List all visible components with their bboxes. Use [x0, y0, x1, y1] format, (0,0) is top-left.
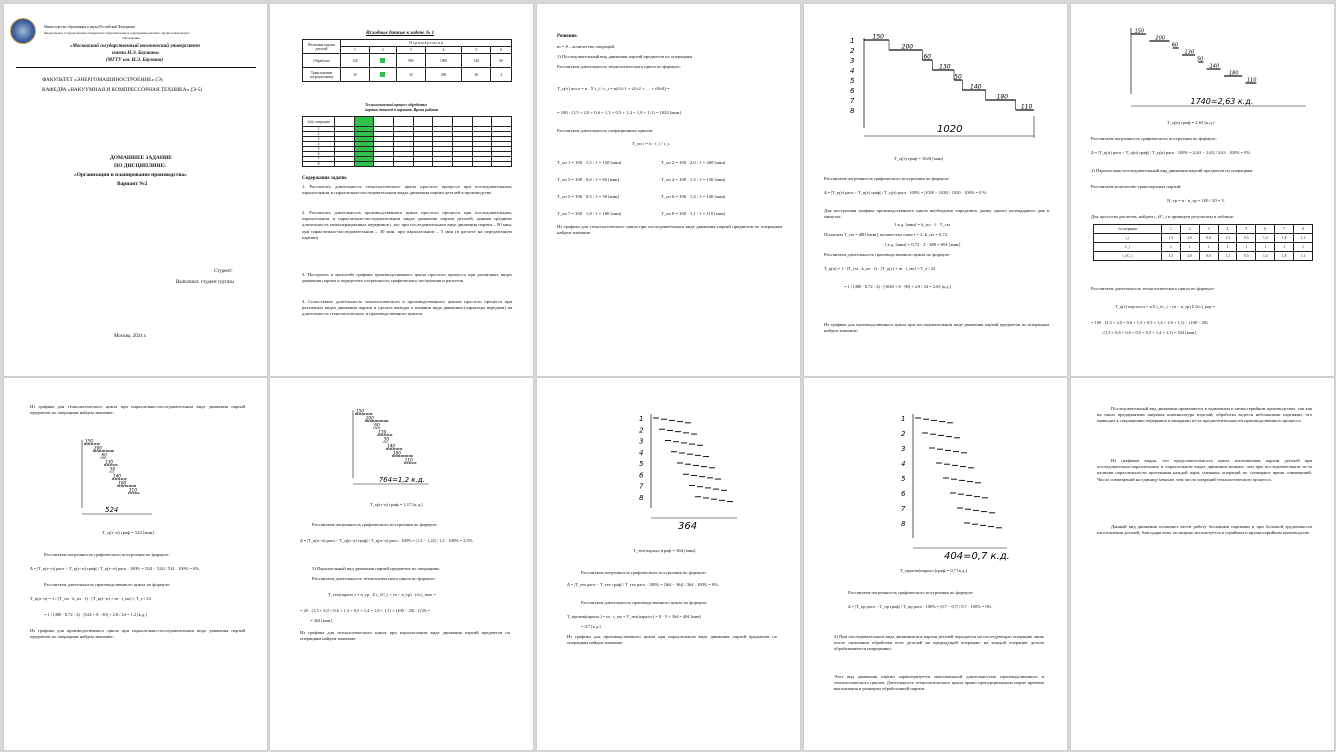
- table-cell: 5: [1237, 225, 1256, 234]
- dimension-label: 1740=2,63 к.д.: [1190, 97, 1254, 106]
- op-cycle-b3: T_оп 6 = 100 · 1,4 / 1 = 140 [мин]: [661, 194, 726, 199]
- op-cycle-a2: T_оп 3 = 100 · 0,6 / 1 = 60 [мин]: [557, 177, 620, 182]
- row-label: 2: [639, 426, 644, 435]
- prod-cycle-value: = 1 / (480 · 0,72 · 2) · [1020 + 8 · 90] + 2,8 / 24 = 2,63 [к.д.]: [844, 284, 952, 289]
- prod-graph-intro: Из графика для производственного цикла при параллельном виде движения партий предметов по операциям найдем значение:: [567, 634, 777, 646]
- row-label: 4: [901, 460, 906, 468]
- cell-highlight: [354, 162, 374, 167]
- conclusion-2: Этот вид движения партии характеризуется максимальной длительностью производственного и технологического циклов. Длительность технологического цикла прямо пропорциональна норме времени выполнения и размерам обработанной партии.: [834, 674, 1044, 692]
- op-label: 60: [374, 422, 380, 428]
- seq-result: T_ц(т) граф = 1020 [мин]: [894, 156, 944, 161]
- city-year: Москва, 2024 г.: [114, 334, 147, 339]
- page-10-conclusions[interactable]: [1071, 378, 1334, 750]
- prod-cycle-intro: Рассчитаем длительность производственного цикла по формуле:: [44, 582, 171, 587]
- cell: 30: [341, 68, 370, 82]
- table-cell: 1: [1180, 243, 1199, 252]
- table-cell: 4: [1218, 225, 1237, 234]
- graph-intro: Из графика для технологического цикла при параллельно-последовательном виде движения партий предметов по операциям найдем значение:: [30, 404, 245, 416]
- formula-seq-2: = 100 · (1,5 + 2,0 + 0,6 + 1,3 + 0,5 + 1,4 + 1,8 + 1,1) = 1020 [мин].: [557, 110, 682, 115]
- university-emblem-icon: [10, 18, 36, 44]
- op-num: 6: [491, 47, 512, 54]
- row-number: 2: [303, 132, 335, 137]
- dimension-label: 404=0,7 к.д.: [944, 551, 1010, 562]
- table-cell: № операции: [1094, 225, 1162, 234]
- tech-cycle-calc-2: · (1,5 + 0,6 + 0,6 + 0,5 + 0,5 + 1,4 + 1,1) = 524 [мин].: [1101, 330, 1197, 335]
- seq-prod-result: T_ц(п) граф = 2,63 [к.д.]: [1167, 120, 1215, 125]
- cell: [393, 162, 413, 167]
- faculty-text: ФАКУЛЬТЕТ «ЭНЕРГОМАШИНОСТРОЕНИЕ» (Э): [42, 77, 163, 83]
- table2-title-2: партии деталей и вариант. Время работы: [365, 108, 439, 112]
- doc-title-3: «Организация и планирование производства»: [74, 172, 187, 178]
- graph-intro: Из графика для технологического цикла при последовательном виде движения партий предметов по операциям найдем значение:: [557, 224, 782, 236]
- error-formula: Δ = |T_тех расч − T_тех граф| / T_тех расч · 100% = |364 − 364| / 364 · 100% = 0%.: [567, 582, 719, 587]
- cell: [452, 162, 472, 167]
- parallel-prod-result: T_произв(паралл.)граф = 0,7 [к.д.].: [900, 568, 969, 573]
- doc-variant: Вариант №2: [117, 181, 148, 187]
- header-cell: [393, 117, 413, 127]
- header-cell: [335, 117, 355, 127]
- table-cell: 1,8: [1275, 252, 1294, 261]
- op-num: 2: [369, 47, 396, 54]
- error-intro: Рассчитаем погрешность графического построения по формуле:: [1091, 136, 1217, 141]
- cell: [433, 162, 453, 167]
- op-label: 110: [1246, 77, 1257, 84]
- row-number: 3: [303, 137, 335, 142]
- cell: 40: [462, 68, 491, 82]
- cell: 120: [341, 54, 370, 68]
- row-label: 1: [639, 415, 644, 423]
- tech-cycle-calc-1: = 100 · (1,5 + 2,0 + 0,6 + 1,3 + 0,5 + 1,4 + 1,8 + 1,1) − (100 − 20) ·: [1091, 320, 1211, 325]
- task-item-4: 4. Сопоставить длительность технологического и производственного циклов простого процесса при различных видах движения партии и сделать выводы о влиянии вида движения (характера передачи) на длительность технологического и производственного циклов.: [302, 299, 512, 317]
- op-label: 150: [85, 438, 93, 444]
- table-cell: 1: [1237, 243, 1256, 252]
- cell: [492, 162, 512, 167]
- op-label: 180: [1228, 70, 1239, 77]
- task-heading: Содержание задачи.: [302, 176, 348, 181]
- page-2-initial-data[interactable]: [270, 4, 533, 376]
- cell-highlight: [369, 68, 396, 82]
- row-number: 7: [303, 157, 335, 162]
- op-label: 180: [118, 480, 127, 486]
- row-label: 3: [901, 445, 906, 453]
- solution-heading: Решение.: [557, 34, 578, 39]
- prod-cycle-formula: T_ц(п) = 1 / (T_см · k_пл · f) · [T_ц(т) + m · t_мо] + T_е / 24: [824, 266, 936, 271]
- table-cell: 0,6: [1199, 252, 1218, 261]
- table-cell: 1,5: [1161, 234, 1180, 243]
- cell: 4: [491, 68, 512, 82]
- op-cycle-a4: T_оп 7 = 100 · 1,8 / 1 = 180 [мин]: [557, 211, 622, 216]
- row-label: 8: [850, 107, 855, 115]
- op-label: 200: [93, 445, 102, 451]
- row-head: №№ операции: [303, 117, 335, 127]
- parallel-result: T_тех(паралл.)граф = 364 [мин].: [633, 548, 697, 553]
- op-label: 150: [1134, 28, 1145, 35]
- error-formula: Δ = |T_ц(т−п) расч − T_ц(т−п) граф| / T_ц(т−п) расч · 100% = |524 − 524| / 524 · 100% = 0%.: [30, 566, 200, 571]
- row-label: 6: [639, 471, 644, 480]
- header-cell: [413, 117, 433, 127]
- table-cell: 2: [1180, 225, 1199, 234]
- task-item-1: 1. Рассчитать длительность технологического цикла простого процесса при последовательном, параллельном и параллельно-последовательном видах движения партии деталей в производстве.: [302, 184, 512, 196]
- page-4-seq-graph[interactable]: [804, 4, 1067, 376]
- par-seq-result: T_ц(т−п) граф = 524 [мин].: [102, 530, 155, 535]
- row-label: 8: [639, 493, 644, 502]
- col-batch: Величина партии деталей: [303, 40, 341, 54]
- table-cell: 1,1: [1294, 234, 1313, 243]
- tech-cycle-intro: Рассчитаем длительность технологического цикла по формуле:: [1091, 286, 1215, 291]
- conclusion-5: Данный вид движения позволяет вести работу большими партиями и при большой трудоемкости изготовления деталей, благодаря чему он широко используется в серийном и крупносерийном производстве.: [1097, 524, 1312, 536]
- day-length-intro: Для построения графика производственного цикла необходимо определить длину одного календарного дня в минутах:: [824, 208, 1049, 220]
- error-formula: Δ = |T_пр расч − T_пр граф| / T_пр расч · 100% = |0,7 − 0,7| / 0,7 · 100% = 0%.: [848, 604, 993, 609]
- cell: [374, 162, 394, 167]
- par-seq-prod-chart: [345, 408, 475, 488]
- parallel-tech-chart: [637, 412, 747, 532]
- row-label: 1: [850, 37, 855, 45]
- row-label: 2: [850, 47, 855, 55]
- op-num: 4: [425, 47, 462, 54]
- cell: [413, 162, 433, 167]
- row-label: 8: [901, 520, 906, 528]
- row-number: 1: [303, 127, 335, 132]
- par-seq-prod-result: T_ц(п−п) граф = 1,17 [к.д.]: [370, 502, 423, 507]
- op-label: 130: [939, 63, 951, 71]
- row-label: Транспортная (передаточная): [303, 68, 341, 82]
- ministry-text: Министерство образования и науки Российской Федерации: [44, 25, 136, 29]
- parallel-prod-chart: [899, 412, 1029, 562]
- error-formula: Δ = |T_ц(п−п) расч − T_ц(п−п) граф| / T_ц(п−п) расч · 100% = |1,2 − 1,22| / 1,2 · 100% = 2,5%.: [300, 538, 474, 543]
- op-cycle-a3: T_оп 5 = 100 · 0,5 / 1 = 50 [мин]: [557, 194, 620, 199]
- error-formula: Δ = |T_ц(п) расч − T_ц(п) граф| / T_ц(п) расч · 100% = |2,63 − 2,63| / 2,63 · 100% = 0%.: [1091, 150, 1252, 155]
- department-text: КАФЕДРА «ВАКУУМНАЯ И КОМПРЕССОРНАЯ ТЕХНИКА» (Э-5): [42, 87, 203, 93]
- table-cell: 6: [1256, 225, 1275, 234]
- ops-count: m = 8 – количество операций.: [557, 44, 616, 49]
- table-cell: t_i/C_i: [1094, 252, 1162, 261]
- table-cell: 8: [1294, 225, 1313, 234]
- prod-cycle-intro: Рассчитаем длительность производственного цикла по формуле:: [824, 252, 951, 257]
- table-cell: 1: [1275, 243, 1294, 252]
- row-label: 1: [901, 415, 906, 423]
- op-cycle-b4: T_оп 8 = 100 · 1,1 / 1 = 110 [мин]: [661, 211, 726, 216]
- op-label: 200: [901, 43, 914, 51]
- seq-tech-cycle-chart: [844, 32, 1044, 150]
- task-item-3: 3. Построить в масштабе графики производственного цикла простого процесса при различных видах движения партии и определить погрешность графического построения и расчетов.: [302, 272, 512, 284]
- op-label: 110: [404, 457, 413, 463]
- table-cell: 0,6: [1199, 234, 1218, 243]
- table-cell: 1,4: [1256, 252, 1275, 261]
- page-9-parallel-prod[interactable]: [804, 378, 1067, 750]
- row-number: 4: [303, 142, 335, 147]
- cell: 900: [396, 54, 425, 68]
- dimension-label: 1020: [937, 124, 963, 135]
- op-label: 130: [378, 429, 387, 435]
- table-cell: 7: [1275, 225, 1294, 234]
- op-label: 130: [105, 459, 114, 465]
- op-cycle-b2: T_оп 4 = 100 · 1,3 / 1 = 130 [мин]: [661, 177, 726, 182]
- op-label: 50: [954, 73, 962, 81]
- op-label: 110: [1020, 103, 1033, 111]
- federal-text-2: образования: [122, 36, 140, 40]
- row-label: 6: [850, 87, 855, 95]
- op-label: 180: [392, 450, 401, 456]
- row-label: 5: [639, 460, 644, 468]
- par-seq-heading: 2) Параллельно-последовательный вид движения партий предметов по операциям.: [1091, 168, 1254, 173]
- table-cell: 1,3: [1218, 234, 1237, 243]
- table2-title-1: Технологический процесс обработки: [365, 103, 427, 107]
- op-label: 200: [365, 415, 374, 421]
- cell: 200: [425, 68, 462, 82]
- error-intro: Рассчитаем погрешность графического построения по формуле:: [824, 176, 950, 181]
- process-table: [302, 116, 512, 167]
- table-cell: C_i: [1094, 243, 1162, 252]
- op-num: 1: [341, 47, 370, 54]
- transport-formula: N_тр = n / n_тр = 100 / 20 = 5.: [1167, 198, 1225, 203]
- op-label: 200: [1155, 35, 1165, 42]
- table-cell: t_i: [1094, 234, 1162, 243]
- error-intro: Рассчитаем погрешность графического построения по формуле:: [581, 570, 707, 575]
- cell-highlight: [354, 117, 374, 127]
- dimension-label: 364: [678, 521, 698, 532]
- student-label: Студент:: [214, 269, 233, 274]
- page-6-par-seq[interactable]: [4, 378, 267, 750]
- op-cycle-b1: T_оп 2 = 100 · 2,0 / 1 = 200 [мин]: [661, 160, 726, 165]
- page-1-title[interactable]: [4, 4, 267, 376]
- table-title: Исходные данные к задаче № 1: [366, 31, 435, 36]
- seq-heading: 1) Последовательный вид движения партий предметов по операциям.: [557, 54, 694, 59]
- op-num: 3: [396, 47, 425, 54]
- row-label: 4: [639, 448, 644, 457]
- prod-cycle-value: = 1 / (480 · 0,72 · 2) · [524 + 8 · 30] + 2,8 / 24 = 1,2 [к.д.]: [44, 612, 147, 617]
- row-number: 5: [303, 147, 335, 152]
- table-cell: 2,0: [1180, 234, 1199, 243]
- table-intro: Для простоты расчетов, найдем t_i/C_i и приведем результаты в таблице:: [1091, 214, 1235, 219]
- table-cell: 3: [1199, 225, 1218, 234]
- conclusion-3: Последовательный вид движения применяется в единичном и мелкосерийном производствах, так как на таких предприятиях широкая номенклатура изделий, обработка ведется небольшими партиями, что приводит к сокращению перерывов в ожидании из-за предпочтительности производственного процесса.: [1097, 406, 1312, 424]
- op-cycle-a1: T_оп 1 = 100 · 1,5 / 1 = 150 [мин]: [557, 160, 622, 165]
- table-cell: 1: [1199, 243, 1218, 252]
- tech-cycle-intro: Рассчитаем длительность технологического цикла по формуле:: [312, 576, 436, 581]
- ops-header: Н о р м ы в р е м е н и: [341, 40, 512, 47]
- parallel-heading: 3) Параллельный вид движения партий предметов по операциям.: [312, 566, 440, 571]
- op-label: 130: [1184, 49, 1195, 56]
- table-cell: 1,3: [1218, 252, 1237, 261]
- row-label: 3: [850, 57, 855, 65]
- op-label: 60: [101, 452, 107, 458]
- error-intro: Рассчитаем погрешность графического построения по формуле:: [44, 552, 170, 557]
- table-cell: 1: [1218, 243, 1237, 252]
- row-number: 6: [303, 152, 335, 157]
- error-formula: Δ = |T_ц(т) расч − T_ц(т) граф| / T_ц(т) расч · 100% = |1020 − 1020| / 1020 · 100% = 0 %.: [824, 190, 988, 195]
- row-label: 7: [639, 482, 644, 491]
- row-label: Обработка: [303, 54, 341, 68]
- op-label: 50: [383, 436, 390, 442]
- header-cell: [374, 117, 394, 127]
- row-label: 5: [901, 475, 906, 483]
- university-name-3: (МГТУ им. Н.Э. Баумана): [106, 58, 164, 63]
- formula-intro: Рассчитаем длительность технологического цикла по формуле:: [557, 64, 681, 69]
- row-label: 7: [850, 97, 855, 105]
- header-cell: [433, 117, 453, 127]
- cell: 1000: [425, 54, 462, 68]
- parallel-value: = 364 [мин].: [310, 618, 333, 623]
- cell: 60: [491, 54, 512, 68]
- op-cycles-intro: Рассчитаем длительность операционных циклов:: [557, 128, 654, 133]
- conclusion-4: Из графиков видно, что продолжительность цикла изготовления партии деталей при последовательно-параллельном и параллельном видах движения меньше, чем при последовательном из-за наличия параллельности протекания каждой пары смежных операций по суммарное время совмещений. Число совмещений на единицу меньше, чем число операций технологического процесса.: [1097, 458, 1312, 482]
- day-length-value: 1 к.д. [мин] = 0,72 · 2 · 480 = 691 [мин].: [884, 242, 962, 247]
- parallel-formula: T_тех(паралл.) = n_тр · Σ t_i/C_i + (n − n_тр) · (t/c)_max =: [328, 592, 436, 597]
- row-number: 8: [303, 162, 335, 167]
- table-cell: 1: [1161, 225, 1180, 234]
- op-label: 140: [387, 443, 396, 449]
- prod-graph-intro: Из графика для производственного цикла при параллельно-последовательном виде движения партий предметов по операциям найдем значение:: [30, 628, 245, 640]
- performed-by: Выполнил: студент группы: [176, 280, 234, 285]
- table-cell: 1,8: [1275, 234, 1294, 243]
- error-intro: Рассчитаем погрешность графического построения по формуле:: [848, 590, 974, 595]
- cell-highlight: [369, 54, 396, 68]
- op-cycle-formula: T_оп i = n · t_i / c_i: [632, 141, 670, 146]
- cell: [472, 162, 492, 167]
- par-seq-tech-chart: [74, 438, 194, 518]
- norms-table: [302, 39, 512, 82]
- row-label: 3: [639, 437, 644, 446]
- table-cell: 0,5: [1237, 252, 1256, 261]
- federal-text-1: Федеральное государственное бюджетное образовательное учреждение высшего профессионального: [44, 31, 191, 35]
- university-name-1: «Московский государственный технический университет: [70, 44, 200, 49]
- parallel-calc: = 20 · (1,5 + 2,0 + 0,6 + 1,3 + 0,5 + 1,4 + 1,8 + 1,1) + (100 − 20) · (2,0) =: [300, 608, 431, 613]
- op-label: 60: [1171, 42, 1179, 49]
- prod-cycle-value: = 0,7 [к.д.]: [581, 624, 601, 629]
- prod-cycle-formula: T_ц(п−п) = 1 / (T_см · k_пл · f) · [T_ц(т−п) + m · t_мо] + T_е / 24: [30, 596, 151, 601]
- university-name-2: имени Н.Э. Баумана»: [112, 51, 160, 56]
- table-cell: 1,4: [1256, 234, 1275, 243]
- op-label: 110: [128, 487, 137, 493]
- row-label: 4: [850, 67, 855, 75]
- row-label: 6: [901, 490, 906, 498]
- cell: [335, 162, 355, 167]
- parallel-graph-intro: Из графика для технологического цикла при параллельном виде движения партий предметов по операциям найдем значение:: [300, 630, 510, 642]
- op-label: 150: [872, 33, 884, 41]
- seq-prod-cycle-chart: [1121, 24, 1321, 114]
- row-label: 2: [901, 430, 906, 438]
- op-num: 5: [462, 47, 491, 54]
- page-7-par-seq-prod[interactable]: [270, 378, 533, 750]
- op-label: 140: [1209, 63, 1220, 70]
- doc-title-2: ПО ДИСЦИПЛИНЕ:: [114, 163, 166, 169]
- cell: 140: [462, 54, 491, 68]
- table-cell: 2,0: [1180, 252, 1199, 261]
- cell: 30: [396, 68, 425, 82]
- table-cell: 1: [1294, 243, 1313, 252]
- op-label: 140: [970, 83, 982, 91]
- prod-graph-intro: Из графика для производственного цикла при последовательном виде движения партий предметов по операциям найдем значение:: [824, 322, 1049, 334]
- tech-cycle-formula: T_ц(т) пар-посл = n Σ t_i/c_i − (n − n_тр) Σ (t/c)_кор =: [1115, 304, 1215, 309]
- header-cell: [452, 117, 472, 127]
- op-label: 50: [1196, 56, 1204, 63]
- table-cell: 1: [1161, 243, 1180, 252]
- header-divider: [16, 67, 256, 68]
- doc-title-1: ДОМАШНЕЕ ЗАДАНИЕ: [110, 155, 172, 161]
- table-cell: 1,5: [1161, 252, 1180, 261]
- dimension-label: 524: [105, 506, 119, 514]
- table-cell: 0,5: [1237, 234, 1256, 243]
- task-item-2: 2. Рассчитать длительность производственного цикла простого процесса при последовательном, параллельном и параллельно-последовательном видах движения партии деталей, приняв среднюю длительность межоперационных перерывов t_мо: при последовательном виде движения партии – 90 мин, при параллельно-последовательном – 30 мин, при параллельном – 5 мин (в расчете на передаточную партию).: [302, 210, 512, 240]
- table-cell: 1: [1256, 243, 1275, 252]
- row-label: 5: [850, 77, 855, 85]
- op-label: 60: [923, 53, 931, 61]
- prod-cycle-formula: T_произв(паралл.) = m · t_мо + T_тех(паралл.) = 8 · 5 + 364 = 404 [мин]: [567, 614, 701, 619]
- op-label: 50: [109, 466, 116, 472]
- page-3-solution[interactable]: [537, 4, 800, 376]
- error-intro: Рассчитаем погрешность графического построения по формуле:: [312, 522, 438, 527]
- assumptions: Полагаем T_см = 480 [мин], количество смен f = 2, k_пл = 0,72.: [824, 232, 949, 237]
- prod-cycle-intro: Рассчитаем длительность производственного цикла по формуле:: [581, 600, 708, 605]
- op-label: 150: [356, 408, 364, 414]
- ratio-table: [1093, 224, 1313, 261]
- op-label: 140: [112, 473, 121, 479]
- op-label: 180: [996, 93, 1009, 101]
- row-label: 7: [901, 505, 906, 513]
- table-cell: 1,1: [1294, 252, 1313, 261]
- dimension-label: 764=1,2 к.д.: [378, 476, 425, 484]
- transport-intro: Рассчитаем количество транспортных партий:: [1091, 184, 1182, 189]
- header-cell: [472, 117, 492, 127]
- conclusion-1: 4) При последовательном виде движения вся партия деталей передается на последующую операцию лишь после окончания обработки всех деталей на предыдущей операции; на каждой операции детали обрабатываются непрерывно.: [834, 634, 1044, 652]
- formula-seq-1: T_ц(т) посл = n · Σ t_i / c_i = n(t1/c1 + t2/c2 + … + t8/c8) =: [557, 86, 670, 91]
- day-length-formula: 1 к.д. [мин] = k_пл · f · T_см: [894, 222, 950, 227]
- header-cell: [492, 117, 512, 127]
- page-5-seq-prod-graph[interactable]: [1071, 4, 1334, 376]
- page-8-parallel[interactable]: [537, 378, 800, 750]
